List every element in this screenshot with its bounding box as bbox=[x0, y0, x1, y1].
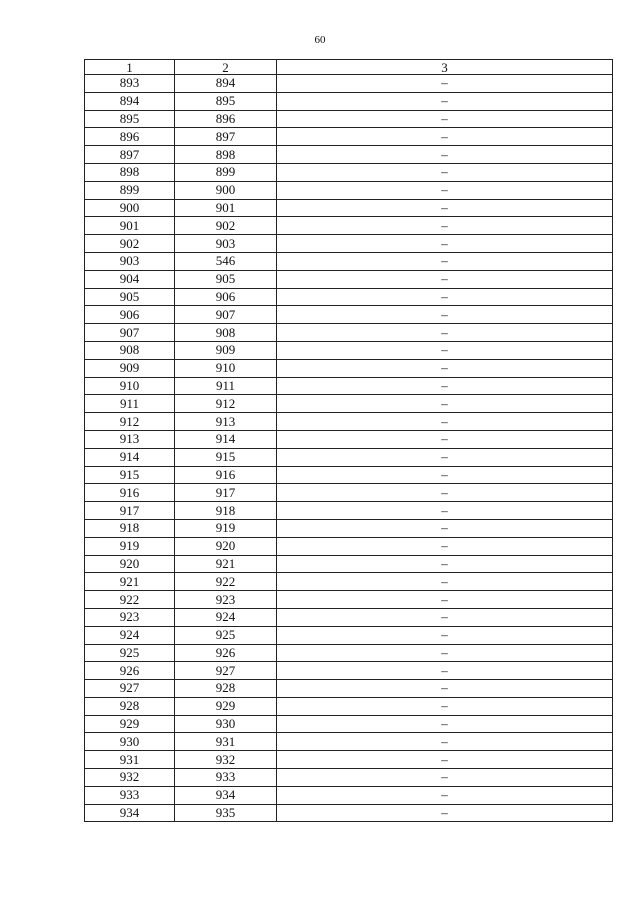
table-cell-col-3: – bbox=[277, 484, 613, 502]
table-cell-col-1: 896 bbox=[85, 128, 175, 146]
table-cell-col-1: 911 bbox=[85, 395, 175, 413]
table-cell-col-2: 895 bbox=[175, 92, 277, 110]
table-cell-col-1: 903 bbox=[85, 252, 175, 270]
table-cell-col-3: – bbox=[277, 786, 613, 804]
table-row bbox=[85, 448, 613, 466]
table-cell-col-2: 899 bbox=[175, 163, 277, 181]
table-cell-col-2: 909 bbox=[175, 341, 277, 359]
table-cell-col-2: 931 bbox=[175, 733, 277, 751]
table-row bbox=[85, 626, 613, 644]
table-cell-col-1: 894 bbox=[85, 92, 175, 110]
table-cell-col-1: 902 bbox=[85, 235, 175, 253]
table-row bbox=[85, 288, 613, 306]
table-row bbox=[85, 235, 613, 253]
table-cell-col-3: – bbox=[277, 591, 613, 609]
table-cell-col-3: – bbox=[277, 306, 613, 324]
table-cell-col-1: 918 bbox=[85, 519, 175, 537]
table-cell-col-3: – bbox=[277, 537, 613, 555]
table-cell-col-2: 925 bbox=[175, 626, 277, 644]
table-cell-col-1: 916 bbox=[85, 484, 175, 502]
table-row bbox=[85, 751, 613, 769]
table-cell-col-1: 909 bbox=[85, 359, 175, 377]
table-cell-col-3: – bbox=[277, 662, 613, 680]
table-cell-col-2: 935 bbox=[175, 804, 277, 822]
table-cell-col-1: 919 bbox=[85, 537, 175, 555]
table-cell-col-3: – bbox=[277, 466, 613, 484]
table-cell-col-1: 928 bbox=[85, 697, 175, 715]
table-row bbox=[85, 769, 613, 787]
table-cell-col-1: 908 bbox=[85, 341, 175, 359]
table-cell-col-2: 918 bbox=[175, 502, 277, 520]
table-cell-col-3: – bbox=[277, 110, 613, 128]
table-row bbox=[85, 306, 613, 324]
table-cell-col-1: 899 bbox=[85, 181, 175, 199]
table-cell-col-3: – bbox=[277, 608, 613, 626]
table-cell-col-2: 914 bbox=[175, 430, 277, 448]
table-row bbox=[85, 591, 613, 609]
table-cell-col-2: 901 bbox=[175, 199, 277, 217]
table-cell-col-1: 895 bbox=[85, 110, 175, 128]
table-cell-col-3: – bbox=[277, 217, 613, 235]
table-cell-col-3: – bbox=[277, 270, 613, 288]
table-cell-col-3: – bbox=[277, 146, 613, 164]
table-cell-col-1: 920 bbox=[85, 555, 175, 573]
table-row bbox=[85, 377, 613, 395]
table-cell-col-3: – bbox=[277, 573, 613, 591]
table-row bbox=[85, 199, 613, 217]
table-row bbox=[85, 217, 613, 235]
table-cell-col-2: 921 bbox=[175, 555, 277, 573]
table-cell-col-2: 910 bbox=[175, 359, 277, 377]
table-cell-col-1: 915 bbox=[85, 466, 175, 484]
column-header-1: 1 bbox=[85, 60, 175, 75]
table-cell-col-3: – bbox=[277, 697, 613, 715]
table-cell-col-2: 919 bbox=[175, 519, 277, 537]
table-cell-col-2: 923 bbox=[175, 591, 277, 609]
table-cell-col-3: – bbox=[277, 324, 613, 342]
table-row bbox=[85, 395, 613, 413]
table-cell-col-2: 907 bbox=[175, 306, 277, 324]
table-cell-col-3: – bbox=[277, 804, 613, 822]
table-cell-col-2: 903 bbox=[175, 235, 277, 253]
table-body bbox=[85, 75, 613, 822]
table-cell-col-1: 901 bbox=[85, 217, 175, 235]
table-row bbox=[85, 110, 613, 128]
table-cell-col-3: – bbox=[277, 92, 613, 110]
table-cell-col-1: 921 bbox=[85, 573, 175, 591]
table-cell-col-2: 933 bbox=[175, 769, 277, 787]
table-row bbox=[85, 608, 613, 626]
table-cell-col-3: – bbox=[277, 644, 613, 662]
table-cell-col-1: 930 bbox=[85, 733, 175, 751]
table-row bbox=[85, 644, 613, 662]
table-cell-col-2: 898 bbox=[175, 146, 277, 164]
table-cell-col-2: 927 bbox=[175, 662, 277, 680]
table-row bbox=[85, 697, 613, 715]
table-cell-col-3: – bbox=[277, 377, 613, 395]
table-cell-col-1: 923 bbox=[85, 608, 175, 626]
table-row bbox=[85, 413, 613, 431]
column-header-3: 3 bbox=[277, 60, 613, 75]
table-cell-col-2: 926 bbox=[175, 644, 277, 662]
table-cell-col-2: 930 bbox=[175, 715, 277, 733]
table-cell-col-1: 927 bbox=[85, 680, 175, 698]
table-cell-col-1: 912 bbox=[85, 413, 175, 431]
table-cell-col-1: 907 bbox=[85, 324, 175, 342]
table-cell-col-2: 922 bbox=[175, 573, 277, 591]
table-cell-col-1: 904 bbox=[85, 270, 175, 288]
table-cell-col-2: 934 bbox=[175, 786, 277, 804]
table-row bbox=[85, 341, 613, 359]
table-cell-col-1: 929 bbox=[85, 715, 175, 733]
table-cell-col-2: 911 bbox=[175, 377, 277, 395]
table-header-row bbox=[85, 60, 613, 75]
table-cell-col-1: 910 bbox=[85, 377, 175, 395]
table-cell-col-2: 908 bbox=[175, 324, 277, 342]
table-cell-col-2: 900 bbox=[175, 181, 277, 199]
table-cell-col-1: 931 bbox=[85, 751, 175, 769]
table-row bbox=[85, 92, 613, 110]
data-table bbox=[84, 59, 613, 822]
table-cell-col-3: – bbox=[277, 359, 613, 377]
table-cell-col-2: 920 bbox=[175, 537, 277, 555]
table-cell-col-1: 900 bbox=[85, 199, 175, 217]
table-row bbox=[85, 715, 613, 733]
table-row bbox=[85, 430, 613, 448]
table-cell-col-3: – bbox=[277, 395, 613, 413]
table-row bbox=[85, 181, 613, 199]
table-row bbox=[85, 573, 613, 591]
table-cell-col-2: 905 bbox=[175, 270, 277, 288]
table-cell-col-3: – bbox=[277, 555, 613, 573]
table-cell-col-1: 926 bbox=[85, 662, 175, 680]
table-row bbox=[85, 163, 613, 181]
table-cell-col-1: 913 bbox=[85, 430, 175, 448]
table-cell-col-3: – bbox=[277, 430, 613, 448]
table-cell-col-3: – bbox=[277, 413, 613, 431]
table-cell-col-3: – bbox=[277, 519, 613, 537]
table-row bbox=[85, 75, 613, 93]
table-cell-col-3: – bbox=[277, 733, 613, 751]
table-cell-col-2: 924 bbox=[175, 608, 277, 626]
table-cell-col-3: – bbox=[277, 626, 613, 644]
table-row bbox=[85, 359, 613, 377]
table-row bbox=[85, 519, 613, 537]
page-number: 60 bbox=[314, 34, 326, 46]
table-cell-col-1: 932 bbox=[85, 769, 175, 787]
table-row bbox=[85, 466, 613, 484]
table-cell-col-3: – bbox=[277, 680, 613, 698]
table-cell-col-1: 914 bbox=[85, 448, 175, 466]
table-row bbox=[85, 252, 613, 270]
table-cell-col-2: 902 bbox=[175, 217, 277, 235]
table-cell-col-3: – bbox=[277, 502, 613, 520]
table-cell-col-2: 928 bbox=[175, 680, 277, 698]
table-row bbox=[85, 733, 613, 751]
table-row bbox=[85, 804, 613, 822]
table-row bbox=[85, 680, 613, 698]
column-header-2: 2 bbox=[175, 60, 277, 75]
table-cell-col-3: – bbox=[277, 751, 613, 769]
table-cell-col-3: – bbox=[277, 128, 613, 146]
table-cell-col-3: – bbox=[277, 252, 613, 270]
table-row bbox=[85, 270, 613, 288]
table-cell-col-1: 934 bbox=[85, 804, 175, 822]
table-cell-col-2: 894 bbox=[175, 75, 277, 93]
table-row bbox=[85, 128, 613, 146]
table-cell-col-1: 922 bbox=[85, 591, 175, 609]
table-cell-col-1: 925 bbox=[85, 644, 175, 662]
table-cell-col-2: 929 bbox=[175, 697, 277, 715]
table-cell-col-3: – bbox=[277, 181, 613, 199]
table-cell-col-2: 913 bbox=[175, 413, 277, 431]
table-row bbox=[85, 786, 613, 804]
table-cell-col-3: – bbox=[277, 288, 613, 306]
table-cell-col-1: 924 bbox=[85, 626, 175, 644]
table-cell-col-2: 932 bbox=[175, 751, 277, 769]
table-row bbox=[85, 484, 613, 502]
table-cell-col-3: – bbox=[277, 715, 613, 733]
table-row bbox=[85, 662, 613, 680]
table-cell-col-2: 912 bbox=[175, 395, 277, 413]
table-cell-col-1: 897 bbox=[85, 146, 175, 164]
table-row bbox=[85, 146, 613, 164]
table-cell-col-3: – bbox=[277, 163, 613, 181]
table-row bbox=[85, 555, 613, 573]
table-row bbox=[85, 502, 613, 520]
table-cell-col-3: – bbox=[277, 769, 613, 787]
table-cell-col-1: 898 bbox=[85, 163, 175, 181]
table-cell-col-3: – bbox=[277, 341, 613, 359]
table-cell-col-2: 917 bbox=[175, 484, 277, 502]
table-row bbox=[85, 537, 613, 555]
table-cell-col-1: 893 bbox=[85, 75, 175, 93]
table-cell-col-2: 896 bbox=[175, 110, 277, 128]
table-cell-col-2: 546 bbox=[175, 252, 277, 270]
table-cell-col-3: – bbox=[277, 75, 613, 93]
table-cell-col-1: 906 bbox=[85, 306, 175, 324]
table-cell-col-3: – bbox=[277, 199, 613, 217]
table-row bbox=[85, 324, 613, 342]
table-cell-col-1: 933 bbox=[85, 786, 175, 804]
table-cell-col-2: 897 bbox=[175, 128, 277, 146]
table-cell-col-2: 906 bbox=[175, 288, 277, 306]
table-cell-col-2: 915 bbox=[175, 448, 277, 466]
table-cell-col-1: 917 bbox=[85, 502, 175, 520]
table-cell-col-3: – bbox=[277, 235, 613, 253]
table-cell-col-1: 905 bbox=[85, 288, 175, 306]
table-cell-col-3: – bbox=[277, 448, 613, 466]
table-cell-col-2: 916 bbox=[175, 466, 277, 484]
